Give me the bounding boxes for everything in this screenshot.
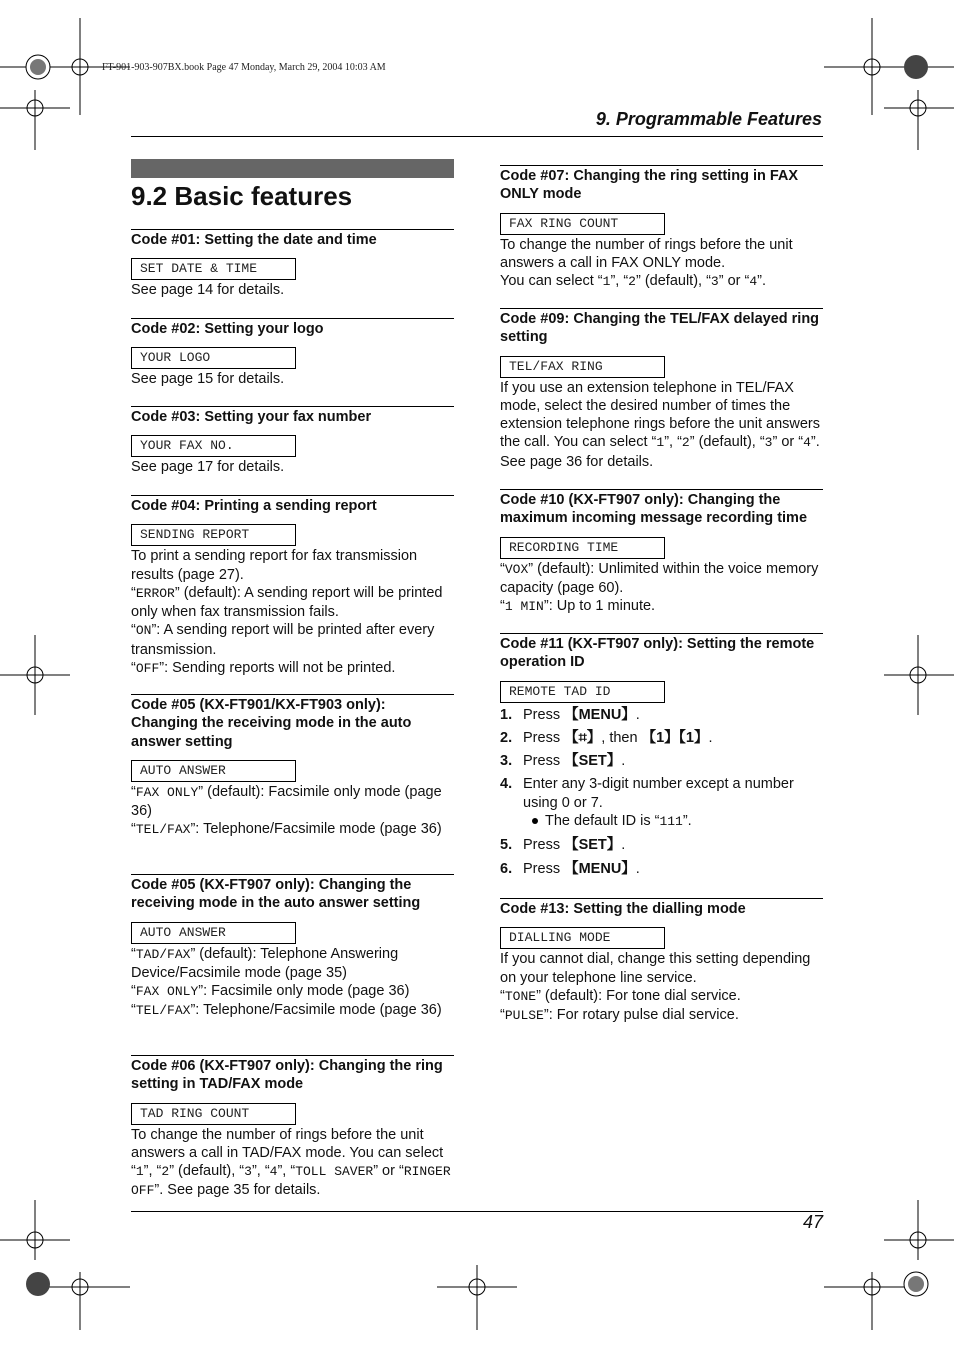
print-header: FT-901-903-907BX.book Page 47 Monday, March 29, 2004 10:03 AM — [102, 62, 386, 73]
page-number: 47 — [802, 1212, 823, 1232]
description: See page 14 for details. — [131, 282, 285, 299]
code-07-block — [500, 165, 823, 291]
code-heading: Code #01: Setting the date and time — [131, 229, 454, 249]
lcd-display: FAX RING COUNT — [500, 213, 665, 235]
chapter-title: 9. Programmable Features — [595, 109, 822, 129]
description: To change the number of rings before the unit answers a call in TAD/FAX mode. You can select “1”, “2” (default), “3”, “4”, “TOLL SAVER” or “RINGER OFF”. See page 35 for details. — [131, 1126, 451, 1199]
step-item: 3. Press 【SET】. — [500, 753, 626, 770]
lcd-display: YOUR LOGO — [131, 347, 296, 369]
code-heading: Code #03: Setting your fax number — [131, 406, 454, 426]
option-line: “OFF”: Sending reports will not be printed. — [131, 660, 396, 677]
footer-rule — [131, 1211, 823, 1212]
section-title: 9.2 Basic features — [131, 181, 353, 211]
section-bar — [131, 159, 454, 178]
code-03-block — [131, 406, 454, 477]
code-heading: Code #05 (KX-FT907 only): Changing the receiving mode in the auto answer setting — [131, 874, 454, 913]
description: To change the number of rings before the unit answers a call in FAX ONLY mode. — [500, 236, 793, 271]
steps-list — [500, 706, 823, 878]
code-05b-block — [131, 874, 454, 1021]
lcd-display: AUTO ANSWER — [131, 760, 296, 782]
code-11-block — [500, 633, 823, 883]
option-line: “TAD/FAX” (default): Telephone Answering Device/Facsimile mode (page 35) — [131, 945, 399, 981]
code-06-block — [131, 1055, 454, 1201]
code-heading: Code #06 (KX-FT907 only): Changing the ring setting in TAD/FAX mode — [131, 1055, 454, 1094]
code-heading: Code #13: Setting the dialling mode — [500, 898, 823, 918]
set-key: 【SET】 — [564, 753, 622, 770]
bullet-note: The default ID is “111”. — [523, 812, 823, 831]
lcd-display: SENDING REPORT — [131, 524, 296, 546]
step-item: 6. Press 【MENU】. — [500, 860, 640, 877]
lcd-display: TEL/FAX RING — [500, 356, 665, 378]
step-item: 5. Press 【SET】. — [500, 837, 626, 854]
option-line: “ERROR” (default): A sending report will be printed only when fax transmission fails. — [131, 584, 443, 621]
code-heading: Code #09: Changing the TEL/FAX delayed ring setting — [500, 308, 823, 347]
lcd-display: REMOTE TAD ID — [500, 681, 665, 703]
option-line: “1 MIN”: Up to 1 minute. — [500, 598, 656, 615]
description: If you cannot dial, change this setting depending on your telephone line service. — [500, 951, 811, 986]
description: To print a sending report for fax transmission results (page 27). — [131, 548, 418, 583]
option-line: “TEL/FAX”: Telephone/Facsimile mode (page 36) — [131, 821, 442, 838]
option-line: “VOX” (default): Unlimited within the voice memory capacity (page 60). — [500, 560, 819, 596]
code-heading: Code #11 (KX-FT907 only): Setting the remote operation ID — [500, 633, 823, 672]
description: If you use an extension telephone in TEL/FAX mode, select the desired number of times the extension telephone rings before the unit answers the call. You can select “1”, “2” (default), “3” or “4”. See page 36 for details. — [500, 379, 821, 470]
lcd-display: SET DATE & TIME — [131, 258, 296, 280]
description: You can select “1”, “2” (default), “3” or “4”. — [500, 273, 767, 290]
lcd-display: DIALLING MODE — [500, 927, 665, 949]
code-04-block — [131, 495, 454, 678]
code-01-block — [131, 229, 454, 300]
header-rule — [131, 136, 823, 137]
description: See page 17 for details. — [131, 459, 285, 476]
option-line: “TONE” (default): For tone dial service. — [500, 987, 741, 1004]
option-line: “TEL/FAX”: Telephone/Facsimile mode (page 36) — [131, 1002, 442, 1019]
code-13-block — [500, 898, 823, 1025]
option-line: “PULSE”: For rotary pulse dial service. — [500, 1007, 739, 1024]
menu-key: 【MENU】 — [564, 860, 636, 877]
code-heading: Code #10 (KX-FT907 only): Changing the maximum incoming message recording time — [500, 489, 823, 528]
option-line: “FAX ONLY” (default): Facsimile only mode (page 36) — [131, 783, 442, 820]
lcd-display: TAD RING COUNT — [131, 1103, 296, 1125]
lcd-display: YOUR FAX NO. — [131, 435, 296, 457]
code-heading: Code #02: Setting your logo — [131, 318, 454, 338]
digit-keys: 【1】【1】 — [641, 729, 709, 746]
code-09-block — [500, 308, 823, 471]
lcd-display: AUTO ANSWER — [131, 922, 296, 944]
code-heading: Code #07: Changing the ring setting in FAX ONLY mode — [500, 165, 823, 204]
menu-key: 【MENU】 — [564, 706, 636, 723]
code-05a-block — [131, 694, 454, 840]
option-line: “ON”: A sending report will be printed after every transmission. — [131, 622, 435, 658]
code-heading: Code #04: Printing a sending report — [131, 495, 454, 515]
description: See page 15 for details. — [131, 371, 285, 388]
step-item: 1. Press 【MENU】. — [500, 706, 640, 723]
set-key: 【SET】 — [564, 837, 622, 854]
code-10-block — [500, 489, 823, 616]
code-heading: Code #05 (KX-FT901/KX-FT903 only): Changing the receiving mode in the auto answer setting — [131, 694, 454, 751]
hash-key: 【⌗】 — [564, 729, 602, 746]
step-item: 2. Press 【⌗】, then 【1】【1】. — [500, 729, 713, 746]
option-line: “FAX ONLY”: Facsimile only mode (page 36) — [131, 983, 410, 1000]
step-item: 4. Enter any 3-digit number except a number using 0 or 7. The default ID is “111”. — [500, 775, 823, 831]
lcd-display: RECORDING TIME — [500, 537, 665, 559]
code-02-block — [131, 318, 454, 389]
